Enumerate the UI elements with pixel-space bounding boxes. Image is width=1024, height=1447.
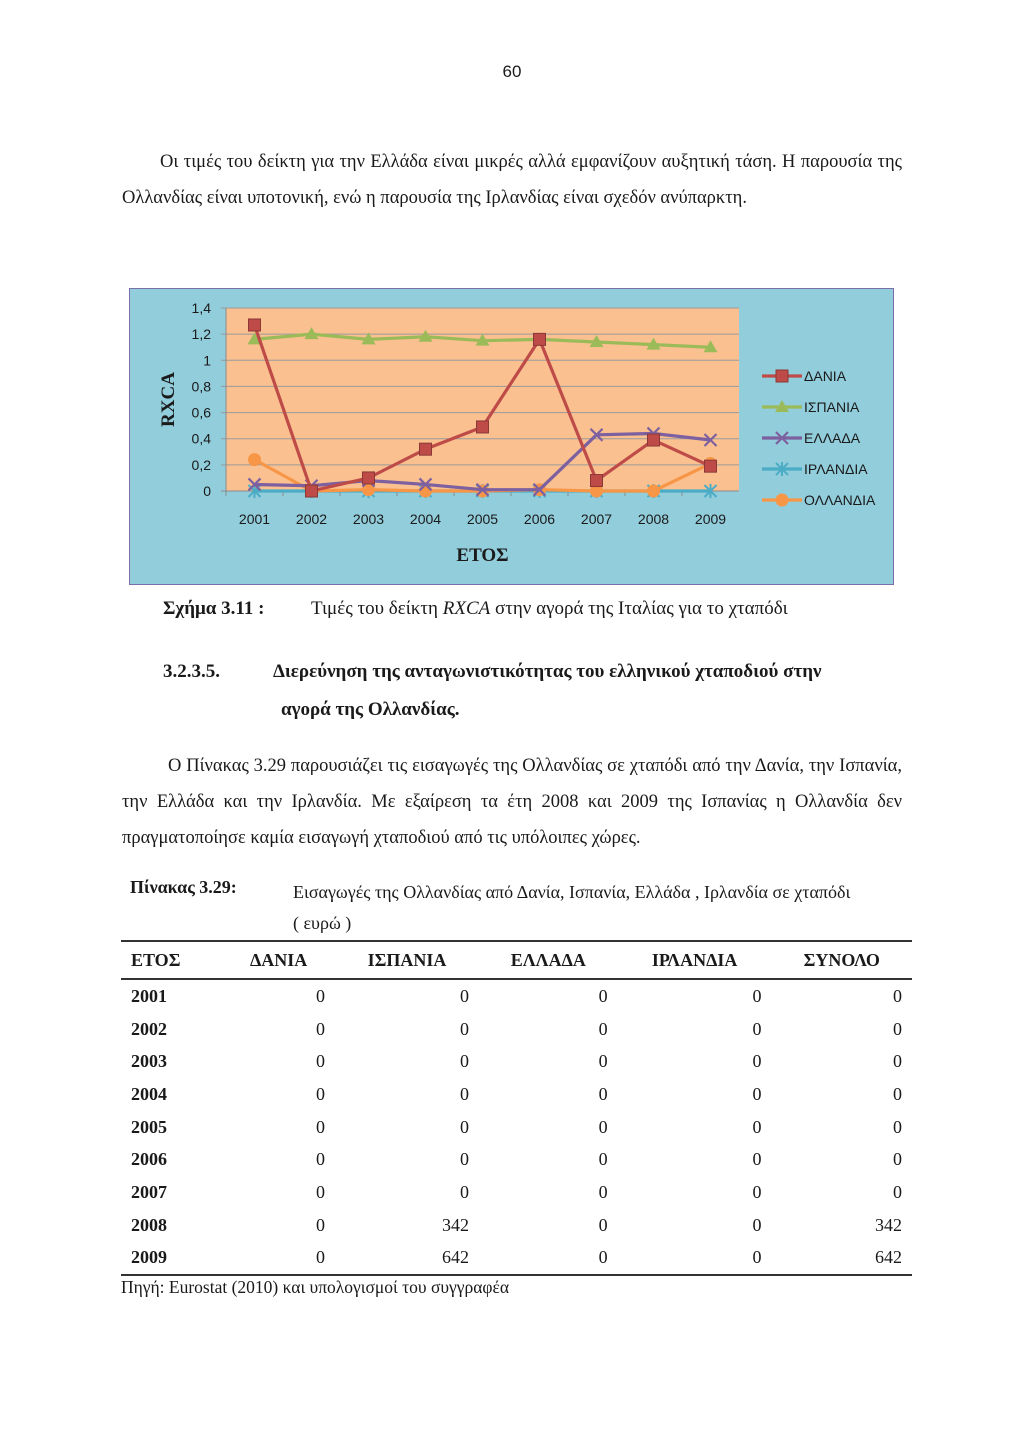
rxca-line-chart <box>129 288 894 585</box>
paragraph-intro <box>122 144 902 216</box>
table-cell-year: 2003 <box>131 1051 167 1072</box>
figure-caption-label: Σχήμα 3.11 : <box>163 598 265 619</box>
x-tick-label: 2008 <box>637 511 670 527</box>
table-cell: 0 <box>315 985 325 1006</box>
y-tick-label: 1,4 <box>191 300 211 316</box>
x-tick-label: 2004 <box>409 511 442 527</box>
y-tick-label: 0,6 <box>191 404 211 421</box>
legend-marker-5 <box>776 494 789 507</box>
y-tick-label: 0 <box>203 483 211 499</box>
table-cell: 0 <box>460 1149 469 1170</box>
header-denmark: ΔΑΝΙΑ <box>222 941 335 979</box>
table-cell-year: 2008 <box>131 1214 167 1235</box>
table-cell: 0 <box>752 1214 762 1235</box>
table-caption-line1: Εισαγωγές της Ολλανδίας από Δανία, Ισπανία, Ελλάδα , Ιρλανδία σε χταπόδι <box>293 882 851 902</box>
table-cell: 0 <box>598 1051 608 1072</box>
table-cell: 642 <box>335 1242 479 1276</box>
table-cell: 0 <box>893 1051 902 1072</box>
data-point-1 <box>705 460 717 472</box>
section-title <box>273 653 883 729</box>
table-cell: 0 <box>315 1214 325 1235</box>
x-tick-label: 2007 <box>580 511 613 527</box>
x-tick-label: 2009 <box>694 511 727 527</box>
legend-label-2: ΙΣΠΑΝΙΑ <box>804 399 860 415</box>
legend-label-4: ΙΡΛΑΝΔΙΑ <box>804 461 868 477</box>
table-cell: 0 <box>752 1181 762 1202</box>
data-point-5 <box>647 485 660 498</box>
x-tick-label: 2001 <box>238 511 271 527</box>
section-number: 3.2.3.5. <box>163 661 220 682</box>
table-cell: 0 <box>315 1018 325 1039</box>
y-axis-title: RXCA <box>158 372 179 427</box>
table-cell: 0 <box>460 1051 469 1072</box>
x-axis-title: ΕΤΟΣ <box>456 545 509 566</box>
header-year: ΕΤΟΣ <box>121 941 222 979</box>
x-tick-label: 2002 <box>295 511 328 527</box>
x-tick-label: 2003 <box>352 511 385 527</box>
header-greece: ΕΛΛΑΔΑ <box>479 941 618 979</box>
table-cell: 0 <box>315 1083 325 1104</box>
x-tick-label: 2006 <box>523 511 556 527</box>
x-tick-label: 2005 <box>466 511 499 527</box>
legend-marker-1 <box>776 370 788 382</box>
table-cell: 0 <box>893 1018 902 1039</box>
page-number: 60 <box>502 62 522 81</box>
table-cell: 0 <box>460 1181 469 1202</box>
data-point-1 <box>363 472 375 484</box>
figure-caption-rxca: RXCA <box>442 598 491 619</box>
header-spain: ΙΣΠΑΝΙΑ <box>335 941 479 979</box>
table-row <box>121 1013 912 1046</box>
table-cell: 0 <box>893 985 902 1006</box>
table-cell: 0 <box>460 1018 469 1039</box>
table-cell: 0 <box>752 1149 762 1170</box>
data-point-1 <box>534 333 546 345</box>
table-cell: 0 <box>598 985 608 1006</box>
figure-caption-text-a: Τιμές του δείκτη <box>311 598 443 619</box>
table-cell-year: 2004 <box>131 1083 167 1104</box>
table-cell: 0 <box>893 1149 902 1170</box>
y-tick-label: 0,4 <box>191 430 211 447</box>
data-point-1 <box>249 319 261 331</box>
legend-label-3: ΕΛΛΑΔΑ <box>804 430 861 446</box>
table-cell-year: 2001 <box>131 985 167 1006</box>
y-tick-label: 0,2 <box>191 456 211 473</box>
table-cell: 0 <box>752 1051 762 1072</box>
table-source-note: Πηγή: Eurostat (2010) και υπολογισμοί του συγγραφέα <box>121 1277 510 1297</box>
data-point-1 <box>591 475 603 487</box>
data-point-1 <box>306 485 318 497</box>
table-cell: 0 <box>222 1242 335 1276</box>
table-row <box>121 1078 912 1111</box>
table-cell: 0 <box>598 1018 608 1039</box>
table-cell-year: 2002 <box>131 1018 167 1039</box>
table-cell: 0 <box>598 1149 608 1170</box>
table-cell: 0 <box>893 1181 902 1202</box>
table-cell: 0 <box>460 985 469 1006</box>
imports-table <box>121 940 912 1276</box>
table-header-row <box>121 941 912 979</box>
header-total: ΣΥΝΟΛΟ <box>772 941 912 979</box>
table-cell-year: 2009 <box>121 1242 222 1276</box>
table-row <box>121 1242 912 1276</box>
table-cell: 0 <box>315 1051 325 1072</box>
table-cell: 342 <box>875 1214 902 1235</box>
paragraph-table-intro <box>122 748 902 856</box>
y-tick-label: 1 <box>203 352 211 369</box>
table-cell: 0 <box>618 1242 772 1276</box>
table-cell: 0 <box>893 1116 902 1137</box>
figure-caption <box>0 598 1024 624</box>
table-row <box>121 1045 912 1078</box>
legend-label-1: ΔΑΝΙΑ <box>804 368 847 384</box>
data-point-1 <box>648 434 660 446</box>
table-cell: 642 <box>772 1242 912 1276</box>
table-caption-line2: ( ευρώ ) <box>293 913 352 933</box>
table-cell: 0 <box>460 1083 469 1104</box>
table-cell-year: 2006 <box>131 1149 167 1170</box>
table-cell: 0 <box>752 1116 762 1137</box>
table-row <box>121 979 912 1013</box>
table-cell: 0 <box>893 1083 902 1104</box>
table-cell: 0 <box>752 1083 762 1104</box>
table-cell: 0 <box>315 1181 325 1202</box>
table-row <box>121 1209 912 1242</box>
data-point-5 <box>248 453 261 466</box>
header-ireland: ΙΡΛΑΝΔΙΑ <box>618 941 772 979</box>
table-cell: 0 <box>315 1149 325 1170</box>
table-row <box>121 1111 912 1144</box>
table-cell: 0 <box>598 1181 608 1202</box>
table-cell: 0 <box>460 1116 469 1137</box>
paragraph-intro-text: Οι τιμές του δείκτη για την Ελλάδα είναι μικρές αλλά εμφανίζουν αυξητική τάση. Η παρουσία της Ολλανδίας είναι υποτονική, ενώ η παρουσία της Ιρλανδίας είναι σχεδόν ανύπαρκτη. <box>122 152 902 208</box>
table-cell: 0 <box>598 1214 608 1235</box>
legend-label-5: ΟΛΛΑΝΔΙΑ <box>804 492 876 508</box>
figure-caption-text-b: στην αγορά της Ιταλίας για το χταπόδι <box>490 598 788 619</box>
table-row <box>121 1176 912 1209</box>
y-tick-label: 1,2 <box>191 326 211 343</box>
table-cell-year: 2007 <box>131 1181 167 1202</box>
section-title-line2: αγορά της Ολλανδίας. <box>281 699 460 720</box>
table-cell: 0 <box>315 1116 325 1137</box>
table-row <box>121 1143 912 1176</box>
table-cell: 0 <box>752 1018 762 1039</box>
section-title-line1: Διερεύνηση της ανταγωνιστικότητας του ελληνικού χταποδιού στην <box>273 661 822 682</box>
y-tick-label: 0,8 <box>191 378 211 395</box>
table-cell: 0 <box>479 1242 618 1276</box>
paragraph-table-intro-text: Ο Πίνακας 3.29 παρουσιάζει τις εισαγωγές της Ολλανδίας σε χταπόδι από την Δανία, την Ισπανία, την Ελλάδα και την Ιρλανδία. Με εξαίρεση τα έτη 2008 και 2009 της Ισπανίας η Ολλανδία δεν πραγματοποίησε καμία εισαγωγή χταποδιού από τις υπόλοιπες χώρες. <box>122 756 902 848</box>
table-cell-year: 2005 <box>131 1116 167 1137</box>
figure-caption-text <box>311 598 788 620</box>
table-caption-label: Πίνακας 3.29: <box>130 877 237 897</box>
table-caption-text <box>293 877 850 939</box>
data-point-1 <box>477 421 489 433</box>
table-cell: 0 <box>598 1116 608 1137</box>
table-cell: 342 <box>442 1214 469 1235</box>
data-point-1 <box>420 443 432 455</box>
table-cell: 0 <box>598 1083 608 1104</box>
chart-canvas <box>130 289 895 586</box>
table-cell: 0 <box>752 985 762 1006</box>
